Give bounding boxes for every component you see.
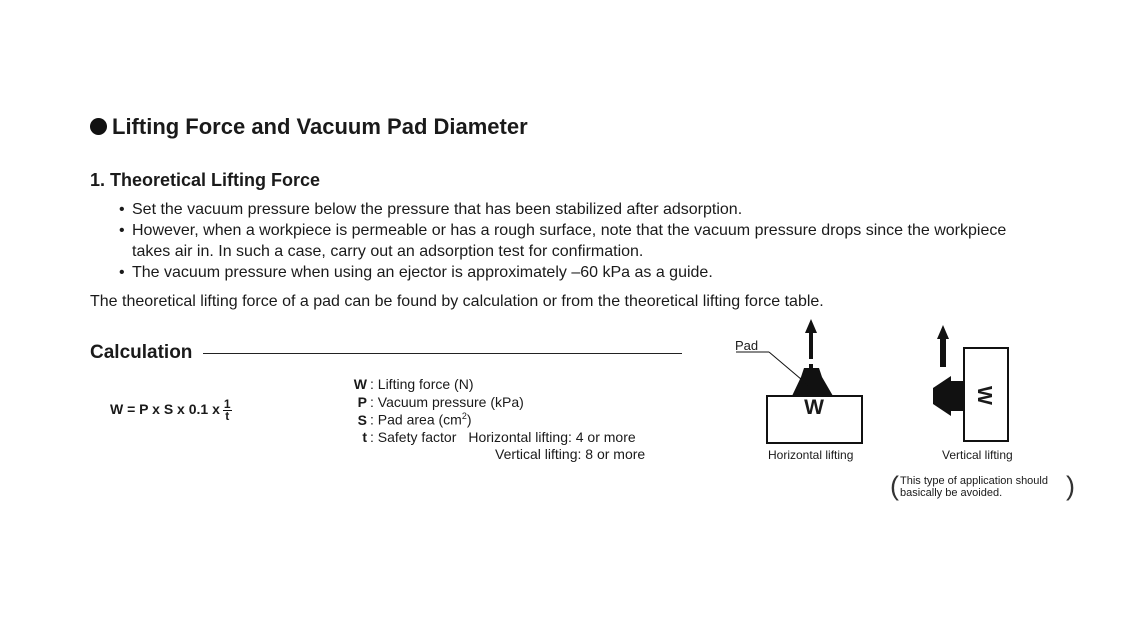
def-key: S [357,411,367,428]
pad-label: Pad [735,338,759,353]
fraction-denominator: t [225,409,230,423]
definition-s [350,411,472,428]
def-text: : Safety factor [370,429,457,445]
up-arrow-icon [805,319,817,359]
bullet-item-continuation [119,243,643,261]
bullet-icon: • [119,201,125,218]
calculation-heading: Calculation [90,342,193,363]
pad-stem [809,364,813,368]
note-text [900,475,1048,499]
formula-text: W = P x S x 0.1 x [110,401,220,418]
def-key: W [353,376,367,392]
section-heading: 1. Theoretical Lifting Force [90,170,321,190]
horizontal-caption: Horizontal lifting [768,448,854,462]
def-text: ) [466,411,472,428]
intro-paragraph: The theoretical lifting force of a pad can be found by calculation or from the theoretical lifting force table. [90,293,824,310]
def-key: P [357,394,367,410]
bullet-dot-icon [90,118,107,135]
def-text: : Pad area (cm [370,411,462,428]
bullet-item [119,201,742,219]
horizontal-safety-factor: Horizontal lifting: 4 or more [468,429,636,445]
note-line: basically be avoided. [900,487,1003,499]
up-arrow-icon [937,325,949,367]
bullet-icon: • [119,222,125,239]
bullet-text: However, when a workpiece is permeable or has a rough surface, note that the vacuum pressure drops since the workpiece [132,222,1007,239]
pad-leader-line [769,352,808,385]
def-text: : Vacuum pressure (kPa) [370,394,524,410]
definition-t [350,429,636,445]
fraction-numerator: 1 [223,397,231,411]
close-paren: ) [1066,471,1075,501]
open-paren: ( [890,471,899,501]
bullet-text: The vacuum pressure when using an ejector is approximately –60 kPa as a guide. [132,264,713,281]
definition-p [350,394,524,410]
superscript: 2 [461,411,467,421]
workpiece-label-rotated: W [972,386,995,405]
pad-stem [951,381,964,411]
bullet-item [119,222,1006,240]
title-text: Lifting Force and Vacuum Pad Diameter [112,114,528,139]
application-note [890,471,1075,503]
vertical-safety-factor: Vertical lifting: 8 or more [495,446,646,462]
pad-top-icon [801,368,822,377]
pad-icon [933,376,951,416]
bullet-item [119,264,713,282]
page-title [90,114,528,140]
definition-w [350,376,473,392]
horizontal-lifting-diagram [730,315,880,450]
note-line: This type of application should [900,475,1048,487]
def-text: : Lifting force (N) [370,376,474,392]
bullet-text: takes air in. In such a case, carry out an adsorption test for confirmation. [132,243,644,260]
vertical-lifting-diagram [925,318,1015,446]
def-key: t [362,429,367,445]
workpiece-label: W [804,396,824,419]
formula [110,399,232,422]
bullet-text: Set the vacuum pressure below the pressure that has been stabilized after adsorption. [132,201,743,218]
vertical-caption: Vertical lifting [942,448,1013,462]
pad-bottom-icon [792,377,833,396]
heading-rule [203,353,682,354]
fraction [223,399,232,422]
bullet-icon: • [119,264,125,281]
